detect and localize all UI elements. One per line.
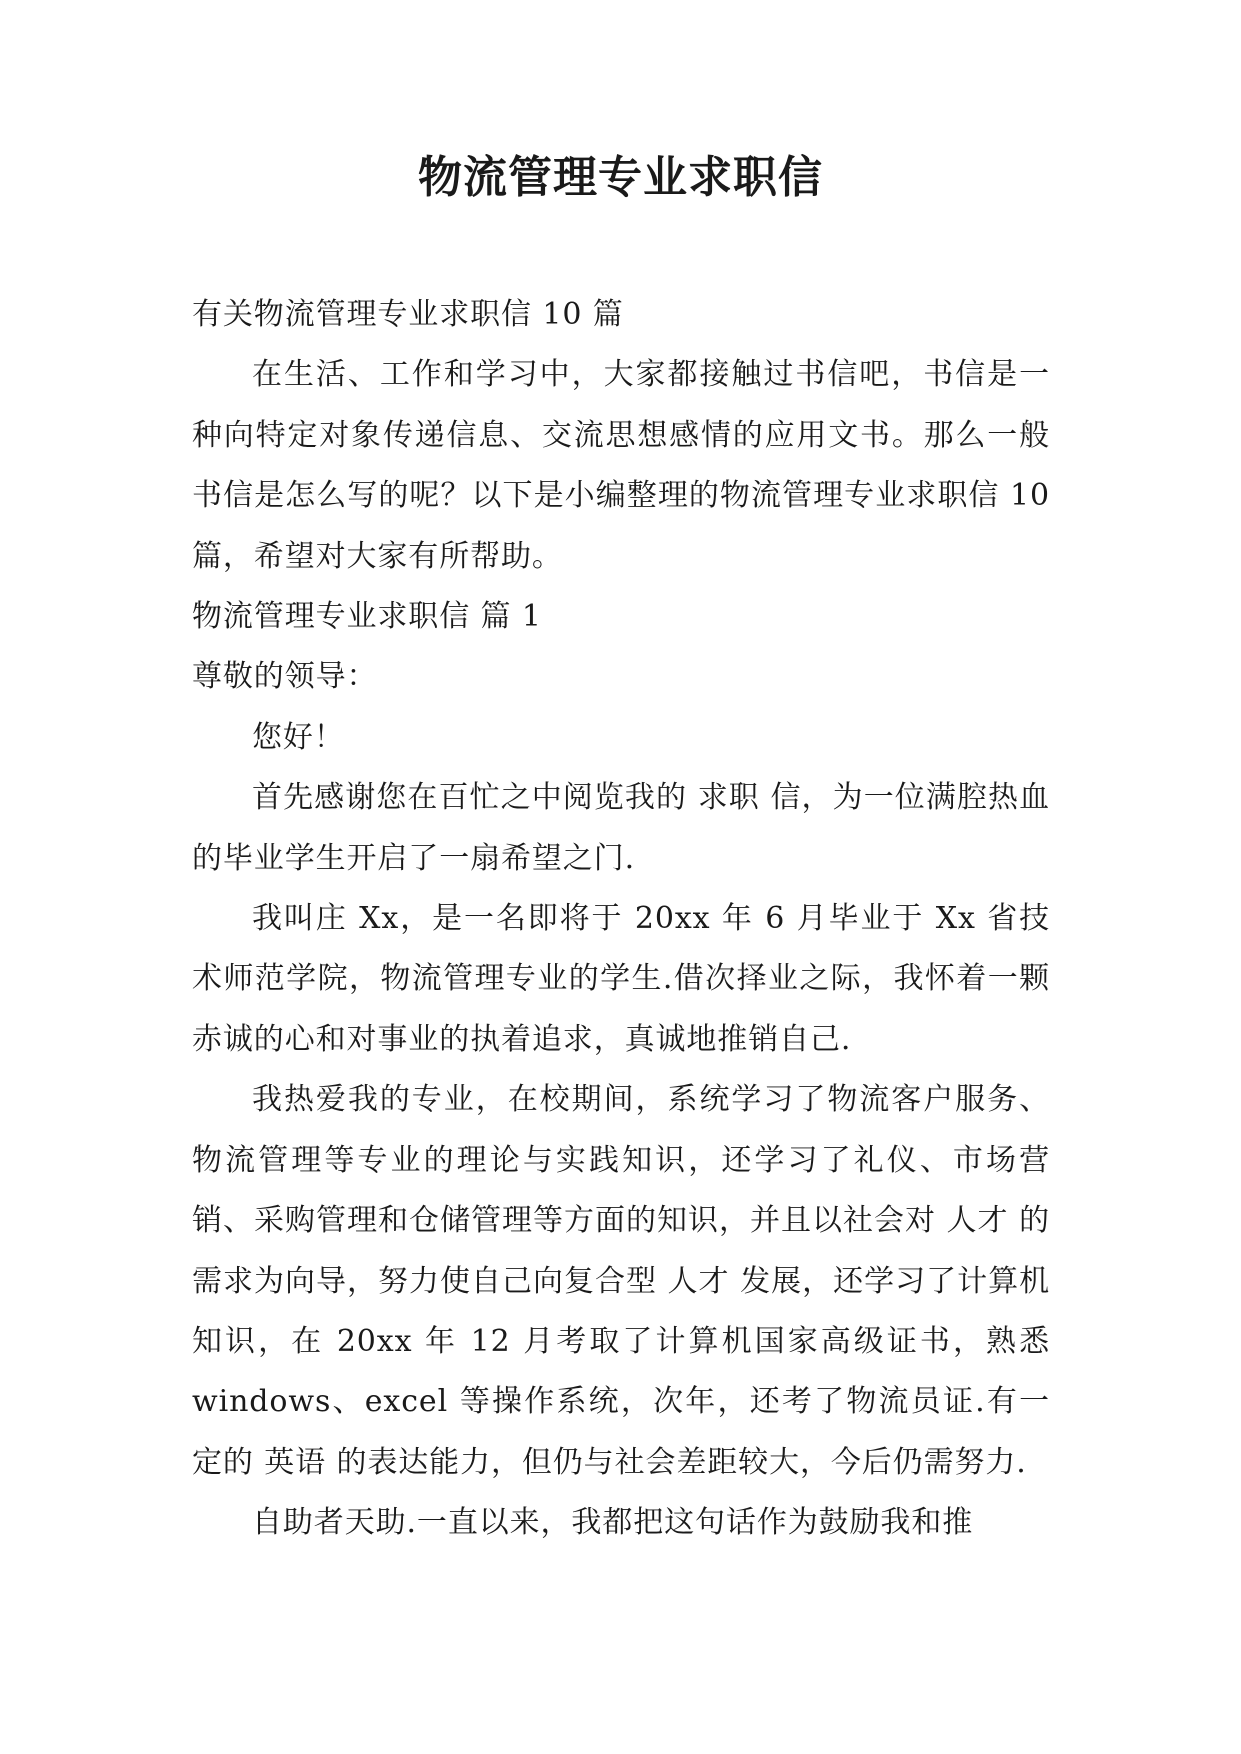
paragraph: 首先感谢您在百忙之中阅览我的 求职 信，为一位满腔热血的毕业学生开启了一扇希望之门. — [192, 780, 1050, 876]
paragraph: 有关物流管理专业求职信 10 篇 — [192, 297, 624, 332]
paragraph: 在生活、工作和学习中，大家都接触过书信吧，书信是一种向特定对象传递信息、交流思想感情的应用文书。那么一般书信是怎么写的呢？以下是小编整理的物流管理专业求职信 10 篇，希望对大家有所帮助。 — [192, 357, 1050, 574]
document-body — [192, 285, 1050, 1554]
paragraph: 尊敬的领导： — [192, 659, 378, 695]
paragraph: 我叫庄 Xx，是一名即将于 20xx 年 6 月毕业于 Xx 省技术师范学院，物流管理专业的学生.借次择业之际，我怀着一颗赤诚的心和对事业的执着追求，真诚地推销自己. — [192, 901, 1050, 1057]
paragraph: 自助者天助.一直以来，我都把这句话作为鼓励我和推 — [252, 1505, 974, 1541]
document-title: 物流管理专业求职信 — [418, 152, 823, 203]
paragraph: 物流管理专业求职信 篇 1 — [192, 599, 542, 635]
paragraph: 您好！ — [252, 719, 345, 755]
paragraph: 我热爱我的专业，在校期间，系统学习了物流客户服务、物流管理等专业的理论与实践知识，还学习了礼仪、市场营销、采购管理和仓储管理等方面的知识，并且以社会对 人才 的需求为向导，努力使自己向复合型 人才 发展，还学习了计算机知识，在 20xx 年 12 月考取了计算机国家高级证书，熟悉 windows、excel 等操作系统，次年，还考了物流员证.有一定的 英语 的表达能力，但仍与社会差距较大，今后仍需努力. — [192, 1082, 1050, 1480]
